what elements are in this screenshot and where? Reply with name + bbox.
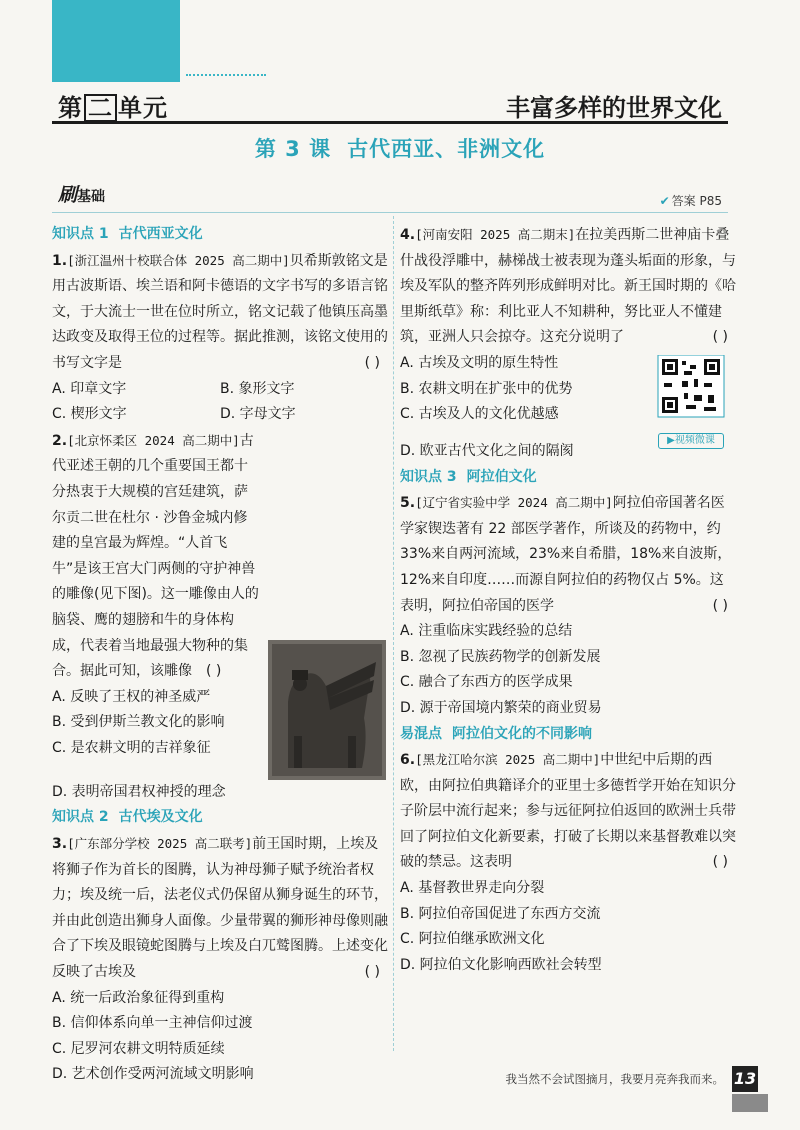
section-rule [52,212,728,213]
question-6 [400,747,736,876]
video-lesson-text: 视频微课 [674,434,715,446]
question-source: [广东部分学校 2025 高二联考] [67,835,253,851]
video-lesson-label[interactable]: ▶视频微课 [658,433,724,449]
right-column [400,222,736,978]
kp-name: 阿拉伯文化 [466,468,537,485]
kp-tag: 知识点 2 [52,809,109,826]
question-number: 2. [52,432,68,449]
question-number: 6. [400,752,416,769]
question-4 [400,222,736,351]
question-source: [黑龙江哈尔滨 2025 高二期中] [415,752,601,768]
option-d[interactable]: D. 阿拉伯文化影响西欧社会转型 [400,956,602,973]
footer-motto: 我当然不会试图摘月，我要月亮奔我而来。 [505,1072,724,1086]
kp-tag: 知识点 3 [400,468,457,485]
answer-page: 答案 P85 [671,194,722,208]
option-a[interactable]: A. 印章文字 [52,380,127,397]
answer-blank[interactable]: ( ) [206,663,222,680]
option-c[interactable]: C. 古埃及人的文化优越感 [400,406,559,423]
page-corner-block [732,1094,768,1112]
knowledge-point-3 [400,465,736,491]
option-b[interactable]: B. 信仰体系向单一主神信仰过渡 [52,1015,253,1032]
answer-blank[interactable]: ( ) [364,354,380,371]
unit-label-prefix: 第 [58,94,83,122]
answer-blank[interactable]: ( ) [364,963,380,980]
question-number: 3. [52,835,68,852]
kp-tag: 易混点 [400,725,442,742]
answer-blank[interactable]: ( ) [712,597,728,614]
option-b[interactable]: B. 受到伊斯兰教文化的影响 [52,714,225,731]
answer-blank[interactable]: ( ) [712,329,728,346]
option-d[interactable]: D. 字母文字 [220,406,296,423]
option-a[interactable]: A. 基督教世界走向分裂 [400,880,545,897]
lesson-name: 古代西亚、非洲文化 [347,137,546,161]
question-source: [辽宁省实验中学 2024 高二期中] [415,495,613,511]
kp-tag: 知识点 1 [52,226,109,242]
option-b[interactable]: B. 农耕文明在扩张中的优势 [400,380,573,397]
question-text: 在拉美西斯二世神庙卡叠什战役浮雕中，赫梯战士被表现为蓬头垢面的形象，与埃及军队的整齐阵列形成鲜明对比。新王国时期的《哈里斯纸草》称：利比亚人不知耕种，努比亚人不懂建筑，亚洲人只会掠夺。这充分说明了 [400,227,736,346]
question-2 [52,428,388,806]
lesson-title [0,133,800,163]
unit-label-suffix: 单元 [118,94,168,122]
question-text: 前王国时期，上埃及将狮子作为首长的图腾，认为神母狮子赋予统治者权力；埃及统一后，法老仪式仍保留从狮身诞生的环节，并由此创造出狮身人面像。少量带翼的狮形神母像则融合了下埃及眼镜蛇图腾与上埃及白兀鹫图腾。上述变化反映了古埃及 [52,835,388,980]
option-a[interactable]: A. 统一后政治象征得到重构 [52,989,225,1006]
question-3 [52,831,388,986]
kp-name: 阿拉伯文化的不同影响 [452,725,592,742]
question-1 [52,248,388,377]
question-1-options [52,377,388,403]
qr-code[interactable] [654,355,728,446]
column-divider [393,216,394,1051]
section-heading [58,180,105,207]
section-label: 基础 [77,189,106,205]
unit-rule [52,121,728,124]
lamassu-statue-image [268,640,386,780]
option-c[interactable]: C. 尼罗河农耕文明特质延续 [52,1040,225,1057]
question-5 [400,490,736,619]
question-number: 1. [52,252,68,269]
answer-reference [660,192,722,209]
lesson-number: 第 3 课 [254,137,332,161]
confusing-point [400,722,736,748]
option-c[interactable]: C. 是农耕文明的吉祥象征 [52,739,211,756]
question-text: 古代亚述王朝的几个重要国王都十分热衷于大规模的宫廷建筑，萨尔贡二世在杜尔 · 沙鲁金城内修建的皇宫最为辉煌。“人首飞牛”是该王宫大门两侧的守护神兽的雕像(见下图)。这一雕像由人的脑袋、鹰的翅膀和牛的身体构成，代表着当地最强大物种的集合。据此可知，该雕像 [52,432,259,680]
option-a[interactable]: A. 反映了王权的神圣威严 [52,688,211,705]
question-number: 5. [400,495,416,512]
knowledge-point-2 [52,805,388,831]
option-b[interactable]: B. 象形文字 [220,380,295,397]
option-d[interactable]: D. 源于帝国境内繁荣的商业贸易 [400,699,602,716]
knowledge-point-1 [52,222,388,248]
question-source: [河南安阳 2025 高二期末] [415,227,576,242]
option-d[interactable]: D. 艺术创作受两河流域文明影响 [52,1066,254,1083]
option-a[interactable]: A. 注重临床实践经验的总结 [400,623,573,640]
answer-blank[interactable]: ( ) [712,854,728,871]
unit-title: 丰富多样的世界文化 [506,94,722,122]
check-icon: ✔ [659,194,670,208]
unit-number-box: 二 [84,94,117,122]
left-column [52,222,388,1088]
header-dotted-line [186,74,266,76]
question-source: [北京怀柔区 2024 高二期中] [67,432,240,448]
question-text: 贝希斯敦铭文是用古波斯语、埃兰语和阿卡德语的文字书写的多语言铭文，于大流士一世在位时所立，铭文记载了他镇压高墨达政变及取得王位的过程等。据此推测，该铭文使用的书写文字是 [52,252,388,371]
page-number: 13 [732,1066,758,1092]
option-c[interactable]: C. 融合了东西方的医学成果 [400,674,573,691]
unit-label [58,88,168,123]
option-c[interactable]: C. 楔形文字 [52,406,127,423]
option-d[interactable]: D. 表明帝国君权神授的理念 [52,783,226,800]
header-color-block [52,0,180,82]
option-a[interactable]: A. 古埃及文明的原生特性 [400,354,559,371]
question-1-options-row2 [52,402,388,428]
question-number: 4. [400,227,416,243]
option-b[interactable]: B. 阿拉伯帝国促进了东西方交流 [400,905,601,922]
kp-name: 古代埃及文化 [118,809,203,826]
option-c[interactable]: C. 阿拉伯继承欧洲文化 [400,931,545,948]
question-text: 中世纪中后期的西欧，由阿拉伯典籍译介的亚里士多德哲学开始在知识分子阶层中流行起来；参与远征阿拉伯返回的欧洲士兵带回了阿拉伯文化新要素，打破了长期以来基督教难以突破的禁忌。这表明 [400,752,736,871]
option-b[interactable]: B. 忽视了民族药物学的创新发展 [400,648,601,665]
option-d[interactable]: D. 欧亚古代文化之间的隔阂 [400,442,574,459]
question-source: [浙江温州十校联合体 2025 高二期中] [67,252,290,268]
question-text: 阿拉伯帝国著名医学家锲迭著有 22 部医学著作，所谈及的药物中，约 33%来自两河流域，23%来自希腊，18%来自波斯，12%来自印度……而源自阿拉伯的药物仅占 5%。这表明，阿拉伯帝国的医学 [400,495,732,614]
section-brand: 刷 [58,184,78,206]
kp-name: 古代西亚文化 [118,226,203,242]
qr-code-icon [654,355,728,421]
